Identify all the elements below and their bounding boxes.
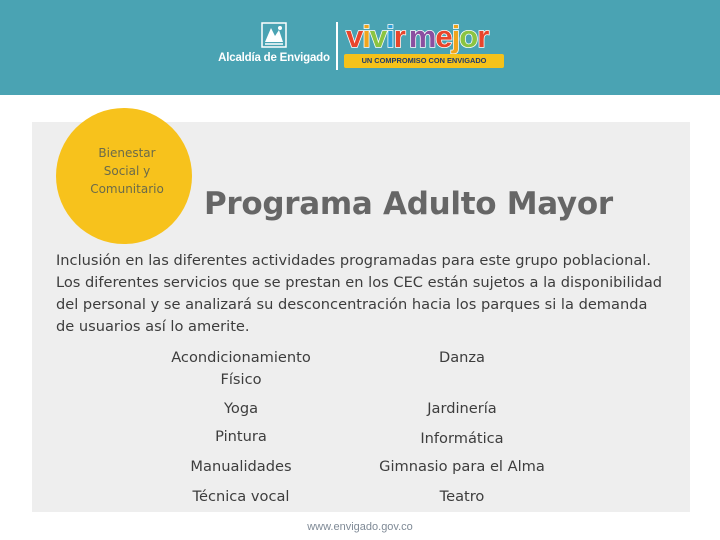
wordmark-letter: i [362,19,370,54]
activity-item [152,347,330,391]
badge-line-2: Social y [103,164,151,178]
content-panel [32,122,690,512]
wordmark-letter: v [346,19,363,54]
category-badge [56,108,192,244]
intro-paragraph [56,250,676,338]
wordmark-letter: r [393,19,405,54]
activity-item [152,398,330,420]
wordmark-letter: i [386,19,394,54]
alcaldia-logo [215,20,333,72]
activity-label: Manualidades [190,458,292,475]
intro-line: de usuarios así lo amerite. [56,318,250,335]
activity-label: Técnica vocal [192,488,290,505]
intro-line: Inclusión en las diferentes actividades programadas para este grupo poblacional. [56,252,651,269]
category-badge-label [84,144,170,198]
logo-divider [336,22,338,70]
wordmark-letter: j [451,19,460,54]
municipal-emblem-icon [261,22,287,48]
activity-item [152,486,330,508]
activity-label: Danza [438,349,486,366]
activity-label: Informática [420,430,504,447]
activity-label: Físico [220,371,262,388]
tagline-emphasis: ENVIGADO [446,56,487,65]
intro-line: Los diferentes servicios que se prestan en los CEC están sujetos a la disponibilidad [56,274,663,291]
intro-line: del personal y se analizará su desconcentración hacia los parques si la demanda [56,296,648,313]
activity-label: Jardinería [427,400,497,417]
activity-label: Acondicionamiento [171,349,311,366]
tagline-prefix: UN COMPROMISO CON [361,56,447,65]
vivir-mejor-wordmark [346,20,488,54]
activity-label: Yoga [223,400,259,417]
vivir-mejor-logo [342,20,507,72]
activity-item [152,426,330,448]
footer-website-link[interactable]: www.envigado.gov.co [307,521,413,533]
activity-item [378,347,546,369]
header-band [0,0,720,95]
campaign-tagline [344,54,504,68]
activity-label: Pintura [215,428,267,445]
wordmark-letter: o [459,19,478,54]
activity-item [378,486,546,508]
page-title: Programa Adulto Mayor [204,186,613,222]
wordmark-letter: m [408,19,436,54]
wordmark-letter: e [435,19,452,54]
alcaldia-logo-text: Alcaldía de Envigado [218,52,330,64]
badge-line-1: Bienestar [98,146,156,160]
activity-item [378,428,546,450]
activity-item [362,456,562,478]
activity-label: Gimnasio para el Alma [379,458,545,475]
badge-line-3: Comunitario [90,182,164,196]
wordmark-letter: v [369,19,387,54]
activity-item [378,398,546,420]
activity-item [152,456,330,478]
wordmark-letter: r [477,19,489,54]
activity-label: Teatro [439,488,485,505]
